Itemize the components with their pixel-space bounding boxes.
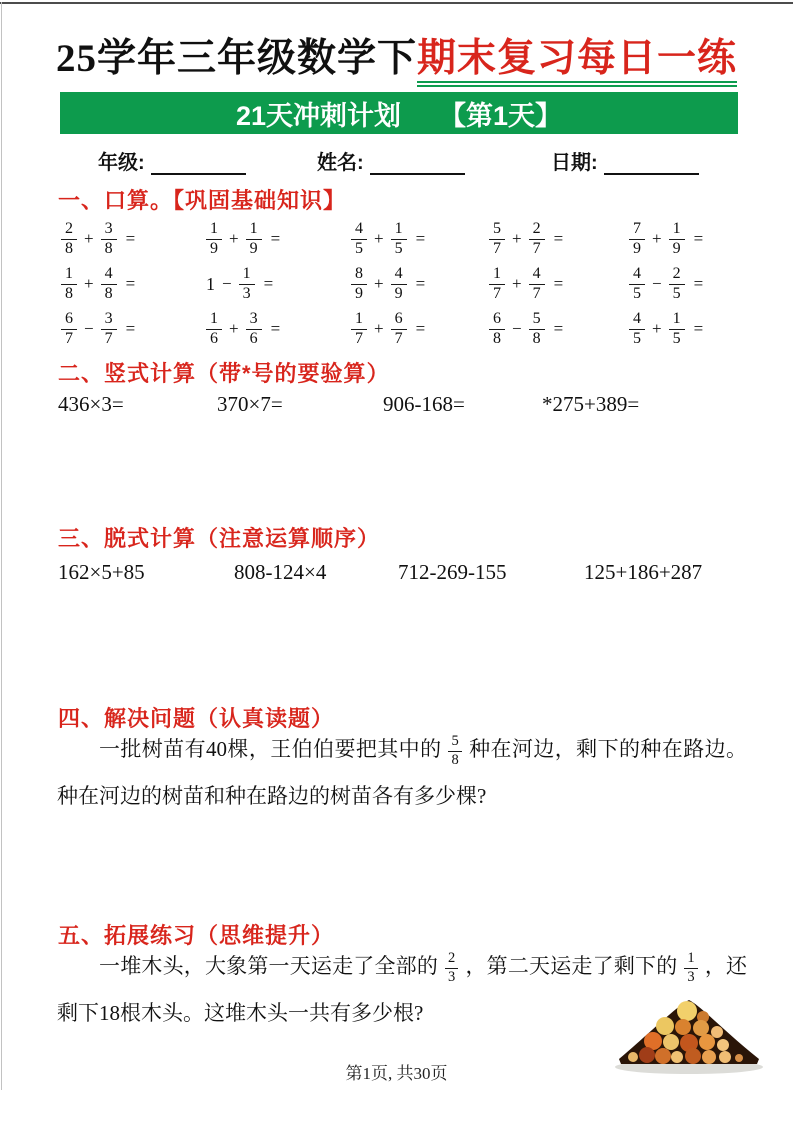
oral-problem: 6 7 − $\frac{3}{7}$ = xyxy=(61,310,206,348)
oral-problem: 1 8 + $\frac{4}{8}$ = xyxy=(61,265,206,303)
section-offform-heading: 三、脱式计算（注意运算顺序） xyxy=(58,526,381,551)
oral-problem: 5 7 + $\frac{2}{7}$ = xyxy=(489,220,629,258)
oral-problem: 2 8 + $\frac{3}{8}$ = xyxy=(61,220,206,258)
oral-problem: 1 7 + $\frac{4}{7}$ = xyxy=(489,265,629,303)
section-extension-heading: 五、拓展练习（思维提升） xyxy=(58,923,335,948)
student-info-row xyxy=(0,146,793,176)
oral-problem: 4 5 + $\frac{1}{5}$ = xyxy=(351,220,489,258)
oral-problem: 1 9 + $\frac{1}{9}$ = xyxy=(206,220,351,258)
vertical-problem: 436×3= xyxy=(58,392,124,416)
oral-problem: 6 8 − $\frac{5}{8}$ = xyxy=(489,310,629,348)
vertical-problems-row xyxy=(58,392,639,417)
banner-day-label: 【第1天】 xyxy=(439,100,563,131)
oral-problem: 7 9 + $\frac{1}{9}$ = xyxy=(629,220,703,258)
date-field xyxy=(551,146,699,175)
offform-problems-row xyxy=(58,560,702,585)
offform-problem: 712-269-155 xyxy=(398,560,507,584)
inline-fraction: $\frac{1}{3}$ xyxy=(684,951,697,984)
offform-problem: 808-124×4 xyxy=(234,560,327,584)
offform-problem: 125+186+287 xyxy=(584,560,703,584)
page-number: 第1页, 共30页 xyxy=(345,1064,448,1083)
plan-banner xyxy=(60,92,738,134)
date-label: 日期: xyxy=(551,152,598,174)
oral-problem: 4 5 − $\frac{2}{5}$ = xyxy=(629,265,703,303)
inline-fraction: $\frac{2}{3}$ xyxy=(445,951,458,984)
grade-field xyxy=(98,146,246,175)
oral-problem: 8 9 + $\frac{4}{9}$ = xyxy=(351,265,489,303)
page-title xyxy=(0,27,793,83)
oral-problem: 1 − $\frac{1}{3}$ = xyxy=(206,264,274,302)
grade-blank-line xyxy=(151,153,246,175)
oral-problem: 4 5 + $\frac{1}{5}$ = xyxy=(629,310,703,348)
section-word-problem-heading: 四、解决问题（认真读题） xyxy=(58,706,335,731)
section-oral-heading: 一、口算。【巩固基础知识】 xyxy=(58,188,347,213)
word-problem-text: 一批树苗有40棵，王伯伯要把其中的 $\frac{5}{8}$ 种在河边，剩下的种在路边。种在河边的树苗和种在路边的树苗各有多少棵? xyxy=(57,733,748,808)
page-top-border xyxy=(0,2,793,4)
oral-problems-grid xyxy=(61,220,703,348)
grade-label: 年级: xyxy=(98,152,145,174)
vertical-problem: *275+389= xyxy=(542,392,640,416)
name-field xyxy=(317,146,465,175)
section-vertical-heading: 二、竖式计算（带*号的要验算） xyxy=(58,361,390,386)
oral-problem: 1 7 + $\frac{6}{7}$ = xyxy=(351,310,489,348)
banner-plan-label: 21天冲刺计划 xyxy=(235,100,401,131)
oral-problem: 1 6 + $\frac{3}{6}$ = xyxy=(206,310,351,348)
title-topic: 期末复习每日一练 xyxy=(417,37,737,87)
inline-fraction: $\frac{5}{8}$ xyxy=(448,734,461,767)
title-course: 25学年三年级数学下 xyxy=(55,37,417,80)
date-blank-line xyxy=(604,153,699,175)
name-label: 姓名: xyxy=(317,152,364,174)
offform-problem: 162×5+85 xyxy=(58,560,145,584)
vertical-problem: 906-168= xyxy=(383,392,465,416)
extension-problem-text: 一堆木头，大象第一天运走了全部的 $\frac{2}{3}$ ，第二天运走了剩下的 $\frac{1}{3}$ ，还剩下18根木头。这堆木头一共有多少根? xyxy=(57,950,748,1025)
vertical-problem: 370×7= xyxy=(217,392,283,416)
name-blank-line xyxy=(370,153,465,175)
